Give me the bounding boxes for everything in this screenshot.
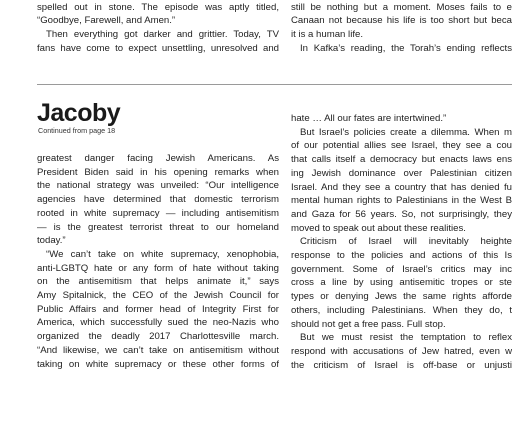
- text-line: and Gaza for 56 years. So, not surprisingly, they: [291, 208, 512, 220]
- text-line: Israel. And they see a country that has denied fu: [291, 181, 512, 193]
- text-line: spelled out in stone. The episode was aptly titled,: [37, 1, 279, 13]
- text-line: others, including Palestinians. When they do, t: [291, 304, 512, 316]
- text-line: on the antisemitism that helps animate it,” says: [37, 276, 279, 288]
- text-line: Then everything got darker and grittier. Today, TV: [46, 29, 279, 41]
- text-line: organized the deadly 2017 Charlottesville march.: [37, 331, 279, 343]
- text-line: greatest danger facing Jewish Americans. As: [37, 153, 279, 164]
- text-line: the criticism of Israel is off-base or unjusti: [291, 359, 512, 371]
- text-line: mental human rights to Palestinians in the West B: [291, 195, 512, 207]
- text-line: In Kafka’s reading, the Torah’s ending reflects: [300, 42, 512, 54]
- text-line: Public Affairs and former head of Integrity First for: [37, 303, 279, 315]
- text-line: anti-LGBTQ hate or any form of hate without taking: [37, 262, 279, 274]
- text-line: “And likewise, we can’t take on antisemitism without: [37, 344, 279, 356]
- text-line: government. Some of Israel’s critics may inc: [291, 263, 512, 275]
- previous-article-right-column: [291, 0, 512, 56]
- text-line: “We can’t take on white supremacy, xenophobia,: [46, 248, 279, 260]
- article-headline: Jacoby: [37, 99, 121, 127]
- text-line: of our potential allies see Israel, they see a cou: [291, 140, 512, 152]
- text-line: fans have come to expect unsettling, unresolved and: [37, 42, 279, 54]
- text-line: today.”: [37, 235, 66, 247]
- section-divider: [37, 84, 512, 85]
- text-line: taking on white supremacy or these other forms of: [37, 358, 279, 370]
- text-line: But we must resist the temptation to reflex: [300, 332, 512, 344]
- text-line: Canaan not because his life is too short but beca: [291, 15, 512, 27]
- text-line: President Biden said in his opening remarks when: [37, 166, 279, 178]
- text-line: response to the policies and actions of this Is: [291, 250, 512, 262]
- text-line: the national strategy was unveiled: “Our intelligence: [37, 180, 279, 192]
- text-line: Amy Spitalnick, the CEO of the Jewish Council for: [37, 290, 279, 302]
- text-line: should not get a free pass. Full stop.: [291, 318, 446, 330]
- continued-from-line: Continued from page 18: [38, 126, 116, 135]
- text-line: hate … All our fates are intertwined.”: [291, 113, 447, 124]
- text-line: — is the greatest terrorist threat to our homeland: [37, 221, 279, 233]
- text-line: respond with accusations of Jew hatred, even w: [291, 345, 512, 357]
- article-left-column: [37, 152, 279, 371]
- text-line: America, which successfully sued the neo-Nazis who: [37, 317, 279, 329]
- text-line: moved to speak out about these realities.: [291, 222, 466, 234]
- text-line: still be nothing but a moment. Moses fails to e: [291, 1, 512, 13]
- text-line: it is a human life.: [291, 29, 363, 41]
- text-line: that calls itself a democracy but enacts laws ens: [291, 154, 512, 166]
- previous-article-left-column: [37, 0, 279, 56]
- text-line: types or denying Jews the same rights afforde: [291, 291, 512, 303]
- text-line: rooted in white supremacy — including antisemitism: [37, 207, 279, 219]
- article-right-column: [291, 112, 512, 372]
- text-line: Criticism of Israel will inevitably heighte: [300, 236, 512, 248]
- text-line: cross a line by using antisemitic tropes or ste: [291, 277, 512, 289]
- text-line: But Israel’s policies create a dilemma. When m: [300, 126, 512, 138]
- text-line: “Goodbye, Farewell, and Amen.”: [37, 15, 176, 27]
- text-line: ing Jewish dominance over Palestinian citizen: [291, 167, 512, 179]
- text-line: agencies have determined that domestic terrorism: [37, 194, 279, 206]
